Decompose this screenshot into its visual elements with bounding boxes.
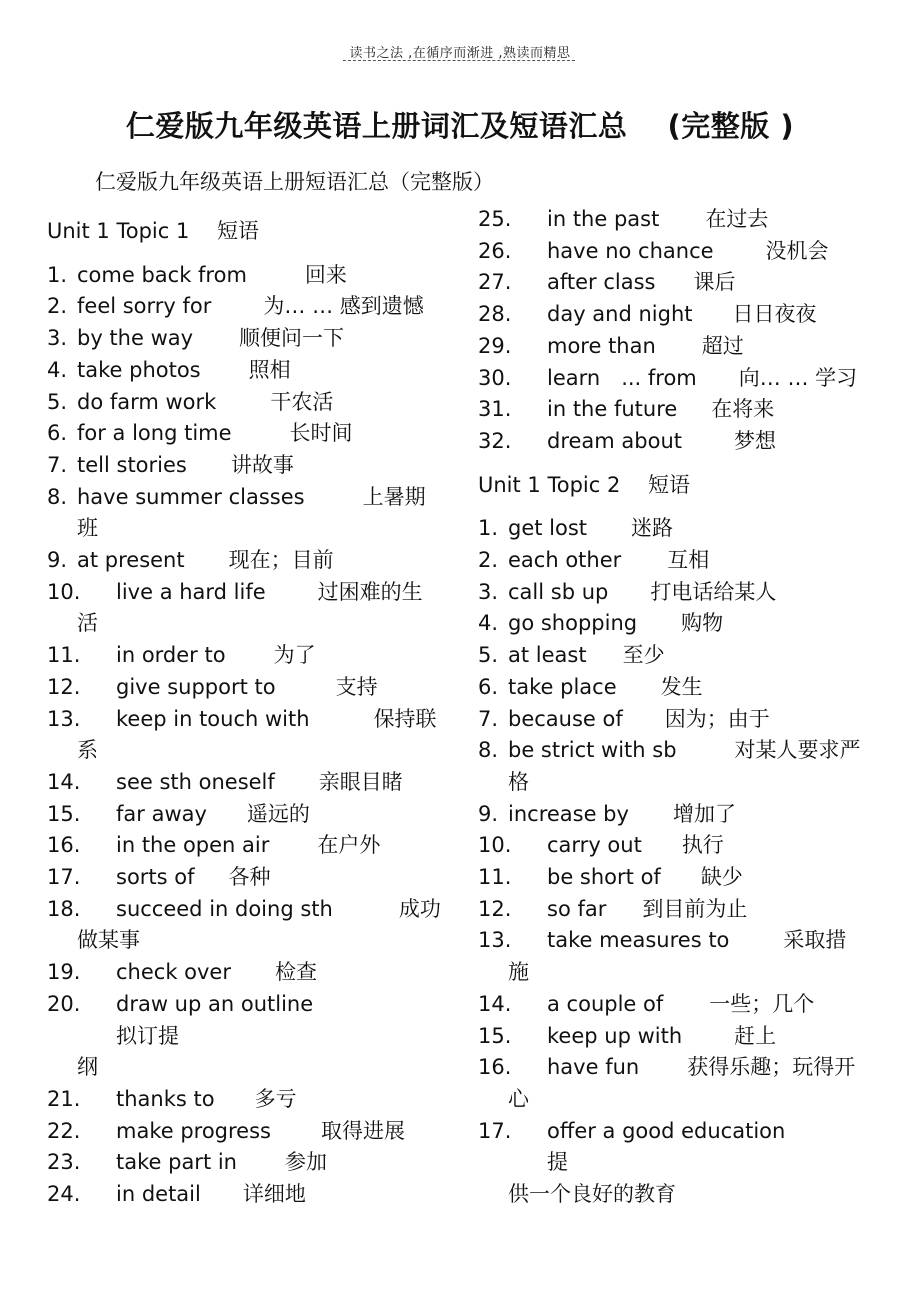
phrase-chinese: 回来 — [304, 262, 347, 287]
phrase-english: take place — [508, 674, 617, 699]
phrase-item — [47, 450, 442, 482]
item-number: 5. — [478, 643, 499, 668]
phrase-item — [478, 513, 878, 545]
item-number: 11. — [47, 643, 81, 668]
phrase-item — [478, 862, 878, 894]
phrase-chinese: 迷路 — [631, 516, 674, 541]
phrase-chinese: 讲故事 — [230, 452, 294, 477]
phrase-english: feel sorry for — [77, 294, 212, 319]
phrase-chinese: 顺便问一下 — [239, 326, 345, 351]
phrase-chinese: 至少 — [622, 643, 665, 668]
phrase-chinese: 到目前为止 — [642, 896, 748, 921]
phrase-item — [47, 830, 442, 862]
phrase-chinese: 对某人要求严 — [734, 738, 861, 763]
phrase-item — [478, 426, 878, 458]
phrase-english: make progress — [116, 1118, 271, 1143]
phrase-chinese: 发生 — [660, 674, 703, 699]
phrase-item — [478, 577, 878, 609]
item-number: 10. — [47, 579, 81, 604]
item-number: 7. — [47, 452, 68, 477]
phrase-chinese-continued: 格 — [508, 769, 529, 794]
phrase-english: increase by — [508, 801, 629, 826]
phrase-english: take measures to — [547, 928, 730, 953]
phrase-chinese: 在将来 — [711, 397, 775, 422]
item-number: 24. — [47, 1182, 81, 1207]
phrase-english: give support to — [116, 674, 276, 699]
item-number: 4. — [478, 611, 499, 636]
phrase-english: draw up an outline — [116, 991, 314, 1016]
phrase-english: in order to — [116, 643, 226, 668]
phrase-chinese: 课后 — [693, 270, 736, 295]
item-number: 26. — [478, 238, 512, 263]
phrase-english: keep in touch with — [116, 706, 310, 731]
item-number: 9. — [478, 801, 499, 826]
header-rule — [343, 60, 575, 61]
phrase-chinese: 互相 — [667, 548, 710, 573]
phrase-english: each other — [508, 548, 622, 573]
phrase-item — [478, 236, 878, 268]
phrase-list — [478, 513, 878, 1210]
item-number: 12. — [47, 674, 81, 699]
phrase-item — [478, 894, 878, 926]
phrase-item — [478, 672, 878, 704]
phrase-chinese: 过困难的生 — [317, 579, 423, 604]
phrase-chinese: 详细地 — [242, 1182, 306, 1207]
item-number: 3. — [478, 579, 499, 604]
phrase-chinese: 向… … 学习 — [738, 365, 858, 390]
phrase-item — [47, 323, 442, 355]
phrase-english: have no chance — [547, 238, 714, 263]
item-number: 16. — [47, 833, 81, 858]
phrase-item — [478, 299, 878, 331]
phrase-chinese: 照相 — [248, 357, 291, 382]
item-number: 5. — [47, 389, 68, 414]
phrase-english: at least — [508, 643, 587, 668]
phrase-english: call sb up — [508, 579, 609, 604]
phrase-english: at present — [77, 548, 185, 573]
phrase-chinese: 购物 — [681, 611, 724, 636]
phrase-item — [47, 260, 442, 292]
phrase-english: live a hard life — [116, 579, 266, 604]
document-subtitle: 仁爱版九年级英语上册短语汇总（完整版） — [95, 170, 494, 194]
item-number: 25. — [478, 207, 512, 231]
phrase-chinese: 一些；几个 — [709, 991, 815, 1016]
item-number: 30. — [478, 365, 512, 390]
phrase-chinese: 保持联 — [373, 706, 437, 731]
phrase-chinese-continued: 做某事 — [77, 928, 140, 953]
item-number: 2. — [478, 548, 499, 573]
phrase-english: keep up with — [547, 1023, 683, 1048]
item-number: 21. — [47, 1086, 81, 1111]
phrase-english: far away — [116, 801, 207, 826]
phrase-chinese: 增加了 — [672, 801, 736, 826]
phrase-item — [478, 545, 878, 577]
left-column — [47, 216, 442, 1211]
phrase-english: thanks to — [116, 1086, 215, 1111]
phrase-chinese: 亲眼目睹 — [318, 769, 403, 794]
phrase-item — [478, 640, 878, 672]
phrase-chinese: 超过 — [701, 333, 744, 358]
phrase-english: in detail — [116, 1182, 201, 1207]
phrase-chinese: 打电话给某人 — [650, 579, 777, 604]
phrase-english: check over — [116, 960, 231, 985]
item-number: 20. — [47, 991, 81, 1016]
phrase-item — [47, 577, 442, 609]
phrase-english: in the open air — [116, 833, 270, 858]
phrase-item — [478, 394, 878, 426]
phrase-chinese: 赶上 — [734, 1023, 777, 1048]
phrase-english: get lost — [508, 516, 588, 541]
phrase-item — [478, 331, 878, 363]
document-title: 仁爱版九年级英语上册词汇及短语汇总 (完整版 ) — [125, 109, 795, 143]
phrase-english: offer a good education — [547, 1118, 786, 1143]
item-number: 1. — [478, 516, 499, 541]
phrase-item — [47, 989, 442, 1052]
item-number: 17. — [478, 1118, 512, 1143]
phrase-chinese-continued: 系 — [77, 738, 98, 763]
phrase-chinese: 在过去 — [705, 207, 769, 231]
unit-heading: Unit 1 Topic 1 短语 — [47, 219, 259, 243]
phrase-chinese: 取得进展 — [321, 1118, 405, 1143]
phrase-chinese: 检查 — [275, 960, 317, 985]
phrase-english: so far — [547, 896, 607, 921]
item-number: 13. — [47, 706, 81, 731]
phrase-item — [478, 704, 878, 736]
phrase-english: sorts of — [116, 865, 195, 890]
phrase-item — [47, 704, 442, 736]
phrase-item — [478, 1021, 878, 1053]
item-number: 2. — [47, 294, 68, 319]
page-header-motto: 读书之法 ,在循序而渐进 ,熟读而精思 — [349, 46, 571, 61]
phrase-english: a couple of — [547, 991, 664, 1016]
phrase-chinese: 干农活 — [270, 389, 334, 414]
phrase-item — [47, 387, 442, 419]
phrase-item — [47, 957, 442, 989]
phrase-chinese: 获得乐趣；玩得开 — [687, 1055, 856, 1080]
item-number: 28. — [478, 302, 512, 327]
item-number: 4. — [47, 357, 68, 382]
phrase-chinese: 在户外 — [317, 833, 381, 858]
item-number: 12. — [478, 896, 512, 921]
phrase-item — [47, 1116, 442, 1148]
phrase-chinese: 提 — [547, 1150, 568, 1175]
phrase-list — [478, 204, 878, 458]
phrase-english: after class — [547, 270, 656, 295]
phrase-chinese: 参加 — [285, 1150, 327, 1175]
phrase-list — [47, 260, 442, 1211]
phrase-chinese-continued: 班 — [77, 516, 98, 541]
phrase-chinese: 成功 — [398, 896, 441, 921]
phrase-english: have summer classes — [77, 484, 305, 509]
phrase-chinese: 上暑期 — [362, 484, 426, 509]
item-number: 10. — [478, 833, 512, 858]
phrase-chinese: 采取措 — [783, 928, 847, 953]
phrase-chinese: 执行 — [681, 833, 724, 858]
phrase-chinese: 遥远的 — [246, 801, 310, 826]
phrase-english: for a long time — [77, 421, 232, 446]
item-number: 7. — [478, 706, 499, 731]
phrase-item — [478, 363, 878, 395]
phrase-chinese: 缺少 — [700, 865, 743, 890]
phrase-item — [47, 640, 442, 672]
phrase-chinese-continued: 活 — [77, 611, 98, 636]
phrase-chinese: 支持 — [335, 674, 378, 699]
item-number: 6. — [478, 674, 499, 699]
item-number: 3. — [47, 326, 68, 351]
phrase-chinese-continued: 施 — [508, 960, 529, 985]
phrase-english: be short of — [547, 865, 661, 890]
phrase-chinese: 现在；目前 — [228, 548, 334, 573]
item-number: 22. — [47, 1118, 81, 1143]
phrase-item — [478, 735, 878, 767]
phrase-english: be strict with sb — [508, 738, 677, 763]
phrase-item — [478, 204, 878, 236]
unit-heading: Unit 1 Topic 2 短语 — [478, 472, 690, 497]
phrase-english: day and night — [547, 302, 693, 327]
phrase-english: come back from — [77, 262, 247, 287]
phrase-english: take photos — [77, 357, 201, 382]
phrase-english: succeed in doing sth — [116, 896, 333, 921]
item-number: 11. — [478, 865, 512, 890]
phrase-english: see sth oneself — [116, 769, 275, 794]
phrase-english: by the way — [77, 326, 194, 351]
item-number: 8. — [478, 738, 499, 763]
phrase-item — [478, 608, 878, 640]
phrase-chinese: 各种 — [228, 865, 271, 890]
phrase-chinese-continued: 纲 — [77, 1055, 98, 1080]
phrase-english: in the past — [547, 207, 660, 231]
phrase-item — [47, 418, 442, 450]
item-number: 19. — [47, 960, 81, 985]
item-number: 15. — [478, 1023, 512, 1048]
phrase-english: do farm work — [77, 389, 217, 414]
phrase-item — [478, 1116, 878, 1179]
item-number: 13. — [478, 928, 512, 953]
phrase-english: tell stories — [77, 452, 187, 477]
phrase-chinese: 日日夜夜 — [732, 302, 817, 327]
phrase-english: in the future — [547, 397, 678, 422]
phrase-item — [478, 1052, 878, 1084]
phrase-chinese: 多亏 — [254, 1086, 297, 1111]
phrase-english: carry out — [547, 833, 642, 858]
item-number: 23. — [47, 1150, 81, 1175]
item-number: 17. — [47, 865, 81, 890]
phrase-item — [47, 862, 442, 894]
item-number: 9. — [47, 548, 68, 573]
phrase-english: learn ... from — [547, 365, 697, 390]
item-number: 16. — [478, 1055, 512, 1080]
phrase-chinese: 长时间 — [289, 421, 353, 446]
phrase-chinese: 梦想 — [734, 428, 777, 453]
phrase-chinese: 拟订提 — [116, 1023, 179, 1048]
phrase-english: because of — [508, 706, 623, 731]
item-number: 32. — [478, 428, 512, 453]
item-number: 29. — [478, 333, 512, 358]
item-number: 14. — [478, 991, 512, 1016]
phrase-english: have fun — [547, 1055, 640, 1080]
phrase-item — [47, 894, 442, 926]
phrase-item — [47, 545, 442, 577]
phrase-chinese-continued: 心 — [508, 1086, 529, 1111]
phrase-item — [47, 799, 442, 831]
phrase-english: more than — [547, 333, 656, 358]
item-number: 27. — [478, 270, 512, 295]
phrase-item — [47, 355, 442, 387]
phrase-item — [47, 1147, 442, 1179]
phrase-english: dream about — [547, 428, 683, 453]
phrase-item — [47, 767, 442, 799]
phrase-item — [478, 799, 878, 831]
right-column — [478, 204, 878, 1211]
phrase-chinese: 没机会 — [765, 238, 829, 263]
phrase-item — [47, 291, 442, 323]
phrase-english: go shopping — [508, 611, 638, 636]
item-number: 15. — [47, 801, 81, 826]
item-number: 31. — [478, 397, 512, 422]
phrase-chinese-continued: 供一个良好的教育 — [508, 1182, 676, 1207]
item-number: 8. — [47, 484, 68, 509]
phrase-item — [478, 989, 878, 1021]
phrase-item — [478, 830, 878, 862]
phrase-chinese: 因为；由于 — [664, 706, 770, 731]
phrase-chinese: 为… … 感到遗憾 — [263, 294, 424, 319]
phrase-item — [47, 482, 442, 514]
phrase-item — [47, 672, 442, 704]
item-number: 1. — [47, 262, 68, 287]
item-number: 14. — [47, 769, 81, 794]
phrase-item — [47, 1179, 442, 1211]
phrase-item — [478, 925, 878, 957]
item-number: 6. — [47, 421, 68, 446]
phrase-item — [478, 267, 878, 299]
phrase-chinese: 为了 — [273, 643, 316, 668]
phrase-english: take part in — [116, 1150, 237, 1175]
phrase-item — [47, 1084, 442, 1116]
item-number: 18. — [47, 896, 81, 921]
